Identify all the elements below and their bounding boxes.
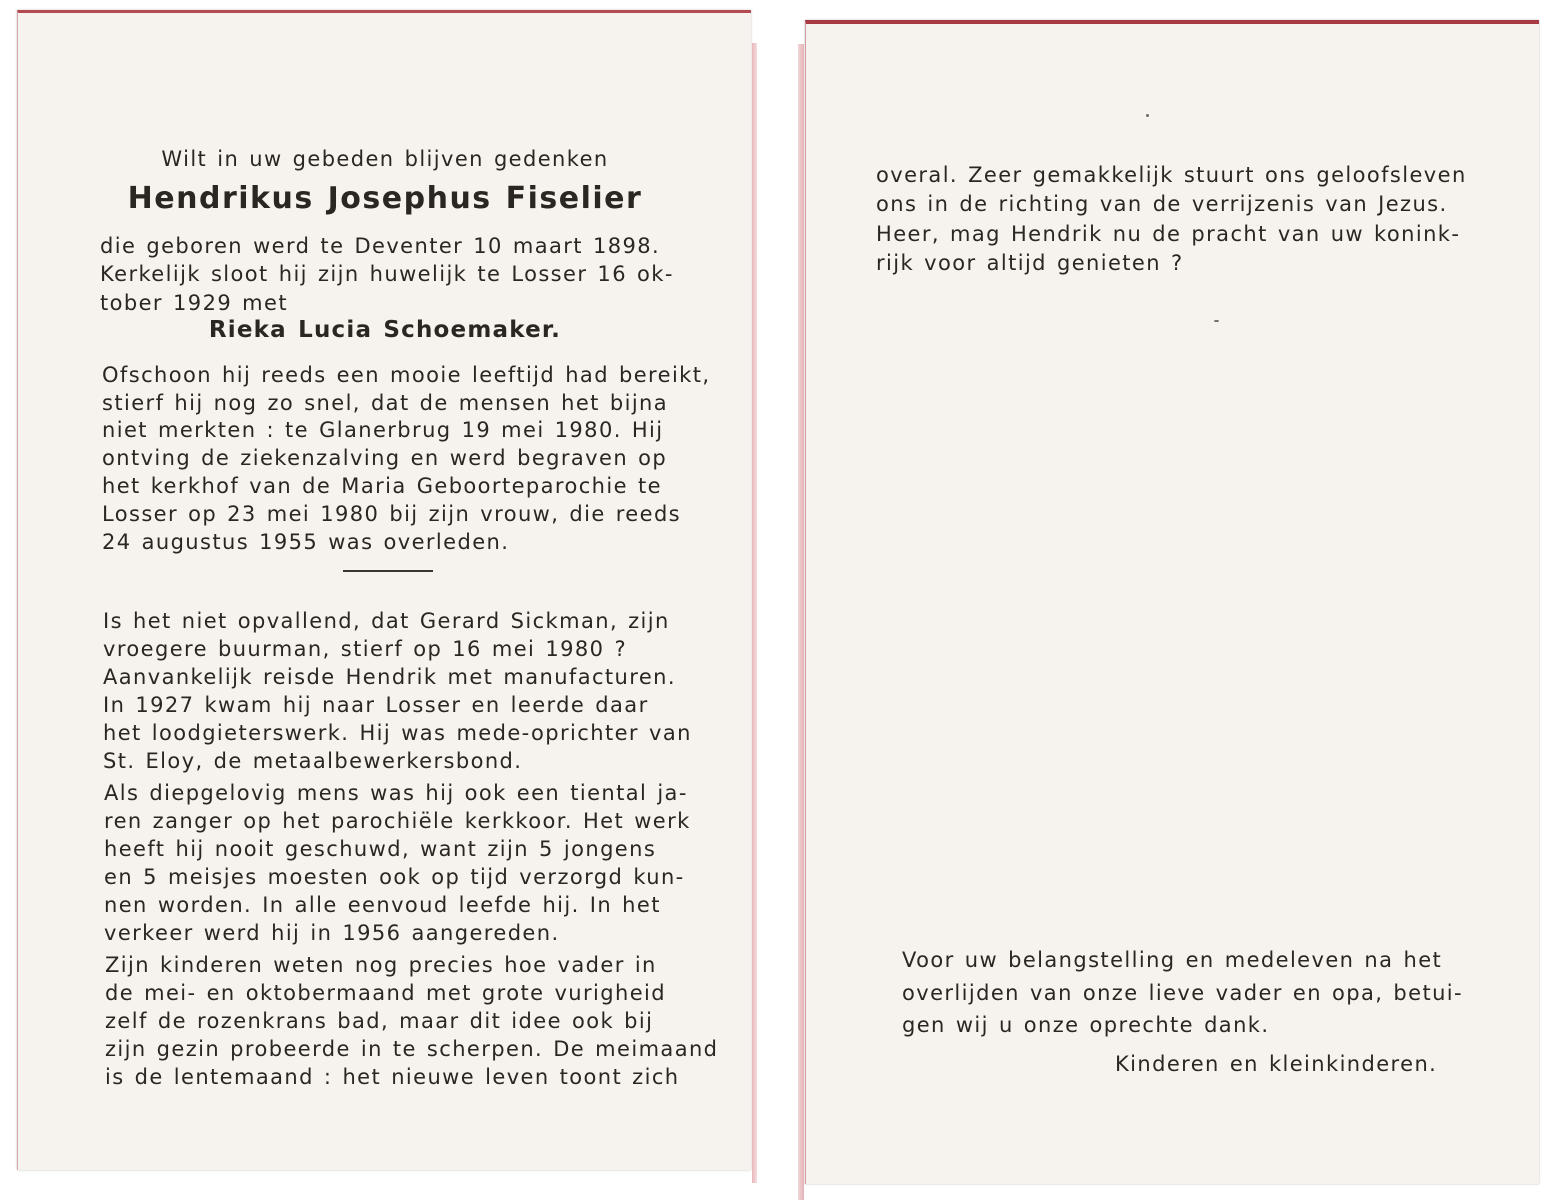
death-line: ontving de ziekenzalving en werd begraven op (102, 446, 668, 470)
bio-line: zijn gezin probeerde in te scherpen. De meimaand (105, 1037, 719, 1061)
bio-line: vroegere buurman, stierf op 16 mei 1980 ? (103, 637, 628, 661)
death-line: 24 augustus 1955 was overleden. (102, 530, 510, 554)
deceased-name: Hendrikus Josephus Fiselier (127, 181, 643, 216)
memorial-card-front (17, 10, 751, 1170)
bio-line: zelf de rozenkrans bad, maar dit idee ook bij (105, 1009, 654, 1033)
bio-line: In 1927 kwam hij naar Losser en leerde daar (103, 693, 649, 717)
death-line: Ofschoon hij reeds een mooie leeftijd had bereikt, (102, 363, 711, 387)
bio-line: heeft hij nooit geschuwd, want zijn 5 jongens (104, 837, 657, 861)
birth-line: die geboren werd te Deventer 10 maart 1898. (100, 234, 661, 258)
paper-speck (1214, 320, 1219, 322)
death-line: stierf hij nog zo snel, dat de mensen het bijna (102, 391, 669, 415)
bio-line: nen worden. In alle eenvoud leefde hij. In het (104, 893, 661, 917)
paper-speck (1146, 114, 1149, 117)
intro-text: Wilt in uw gebeden blijven gedenken (161, 147, 609, 171)
spouse-name: Rieka Lucia Schoemaker. (208, 317, 562, 343)
continuation-line: rijk voor altijd genieten ? (876, 251, 1184, 275)
death-line: Losser op 23 mei 1980 bij zijn vrouw, die reeds (102, 502, 682, 526)
bio-line: is de lentemaand : het nieuwe leven toont zich (105, 1065, 680, 1089)
thanks-line: gen wij u onze oprechte dank. (902, 1013, 1270, 1037)
continuation-line: Heer, mag Hendrik nu de pracht van uw konink- (876, 222, 1461, 246)
death-line: niet merkten : te Glanerbrug 19 mei 1980. Hij (102, 418, 664, 442)
signature: Kinderen en kleinkinderen. (1115, 1052, 1438, 1076)
death-line: het kerkhof van de Maria Geboorteparochie te (102, 474, 662, 498)
birth-line: tober 1929 met (100, 291, 288, 315)
memorial-card-back (805, 20, 1539, 1184)
card-edge (752, 43, 757, 1183)
bio-line: Zijn kinderen weten nog precies hoe vader in (105, 953, 657, 977)
continuation-line: overal. Zeer gemakkelijk stuurt ons geloofsleven (876, 163, 1467, 187)
section-divider (343, 570, 433, 572)
thanks-line: Voor uw belangstelling en medeleven na het (902, 948, 1443, 972)
bio-line: het loodgieterswerk. Hij was mede-oprichter van (103, 721, 692, 745)
bio-line: de mei- en oktobermaand met grote vurigheid (105, 981, 667, 1005)
bio-line: Is het niet opvallend, dat Gerard Sickman, zijn (103, 609, 670, 633)
birth-line: Kerkelijk sloot hij zijn huwelijk te Losser 16 ok- (100, 262, 674, 286)
bio-line: Aanvankelijk reisde Hendrik met manufacturen. (103, 665, 676, 689)
bio-line: en 5 meisjes moesten ook op tijd verzorgd kun- (104, 865, 685, 889)
bio-line: Als diepgelovig mens was hij ook een tiental ja- (104, 781, 688, 805)
thanks-line: overlijden van onze lieve vader en opa, betui- (902, 981, 1463, 1005)
card-edge (798, 44, 804, 1200)
bio-line: verkeer werd hij in 1956 aangereden. (104, 921, 560, 945)
continuation-line: ons in de richting van de verrijzenis van Jezus. (876, 192, 1448, 216)
bio-line: St. Eloy, de metaalbewerkersbond. (103, 749, 523, 773)
bio-line: ren zanger op het parochiële kerkkoor. Het werk (104, 809, 691, 833)
